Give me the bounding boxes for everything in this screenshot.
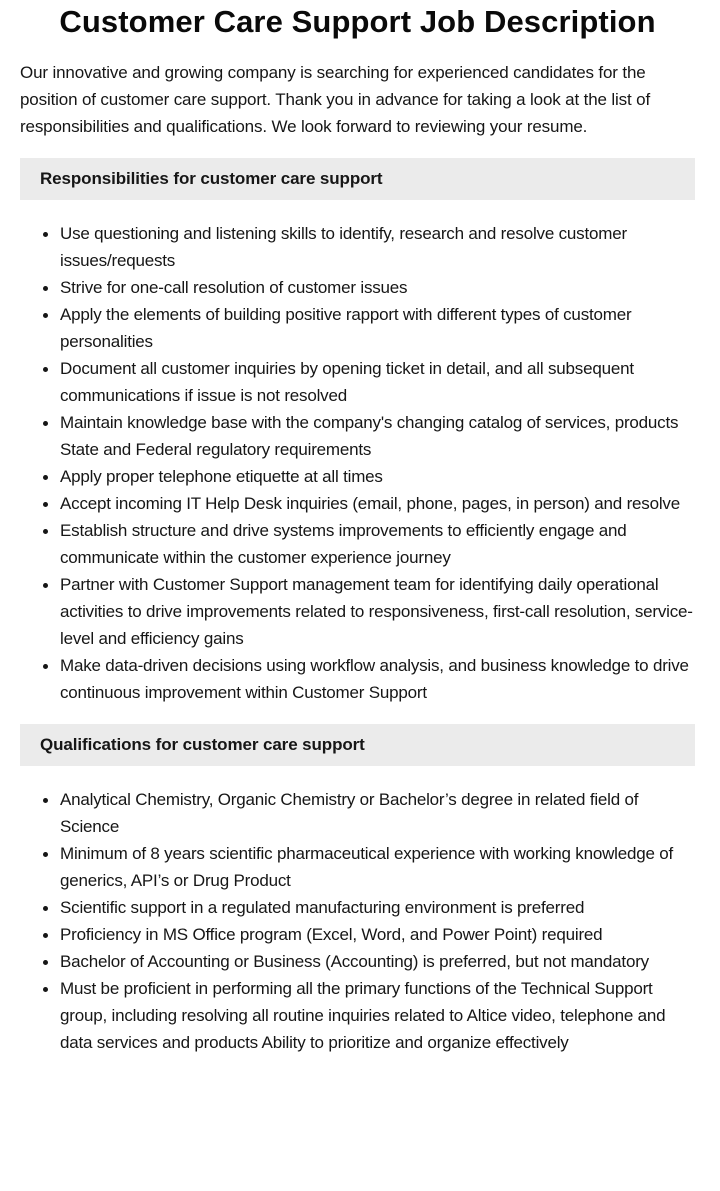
responsibilities-list [20,220,695,706]
list-item: Must be proficient in performing all the primary functions of the Technical Support group, including resolving all routine inquiries related to Altice video, telephone and data services and products Ability to prioritize and organize effectively [20,975,695,1056]
list-item: Scientific support in a regulated manufacturing environment is preferred [20,894,695,921]
responsibilities-heading: Responsibilities for customer care support [20,158,695,200]
list-item: Analytical Chemistry, Organic Chemistry or Bachelor’s degree in related field of Science [20,786,695,840]
list-item: Document all customer inquiries by opening ticket in detail, and all subsequent communications if issue is not resolved [20,355,695,409]
list-item: Proficiency in MS Office program (Excel, Word, and Power Point) required [20,921,695,948]
list-item: Use questioning and listening skills to identify, research and resolve customer issues/requests [20,220,695,274]
list-item: Accept incoming IT Help Desk inquiries (email, phone, pages, in person) and resolve [20,490,695,517]
list-item: Partner with Customer Support management team for identifying daily operational activities to drive improvements related to responsiveness, first-call resolution, service-level and efficiency gains [20,571,695,652]
qualifications-list [20,786,695,1056]
qualifications-heading: Qualifications for customer care support [20,724,695,766]
list-item: Apply proper telephone etiquette at all times [20,463,695,490]
list-item: Apply the elements of building positive rapport with different types of customer personalities [20,301,695,355]
list-item: Establish structure and drive systems improvements to efficiently engage and communicate within the customer experience journey [20,517,695,571]
list-item: Make data-driven decisions using workflow analysis, and business knowledge to drive continuous improvement within Customer Support [20,652,695,706]
responsibilities-section [20,158,695,706]
qualifications-section [20,724,695,1056]
intro-paragraph: Our innovative and growing company is searching for experienced candidates for the position of customer care support. Thank you in advance for taking a look at the list of responsibilities and qualifications. We look forward to reviewing your resume. [20,63,651,136]
page-title: Customer Care Support Job Description [59,4,656,39]
list-item: Strive for one-call resolution of customer issues [20,274,695,301]
list-item: Minimum of 8 years scientific pharmaceutical experience with working knowledge of generics, API’s or Drug Product [20,840,695,894]
list-item: Maintain knowledge base with the company's changing catalog of services, products State and Federal regulatory requirements [20,409,695,463]
list-item: Bachelor of Accounting or Business (Accounting) is preferred, but not mandatory [20,948,695,975]
